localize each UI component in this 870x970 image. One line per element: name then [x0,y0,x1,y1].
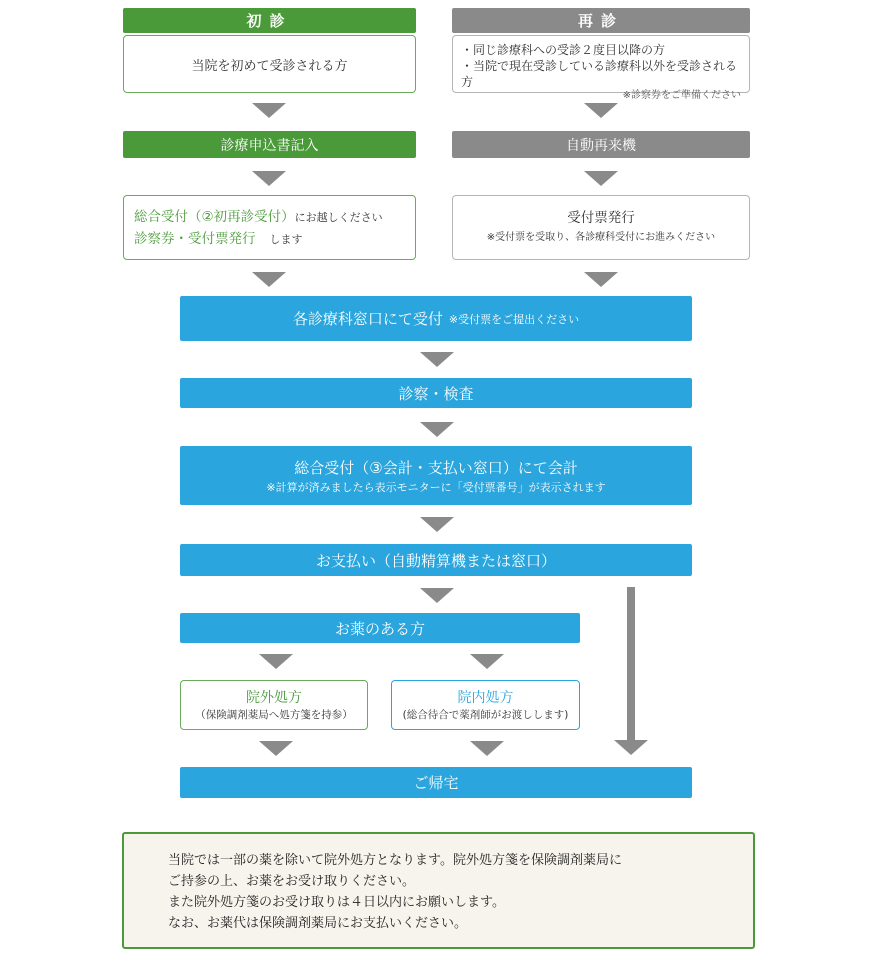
first-visit-header: 初診 [123,8,416,33]
billing-step [180,446,692,505]
payment-step: お支払い（自動精算機または窓口） [180,544,692,576]
inside-prescription-title: 院内処方 [457,690,514,706]
outside-prescription-title: 院外処方 [246,690,302,706]
department-reception-step [180,296,692,341]
application-form-step: 診療申込書記入 [123,131,416,158]
reception-line2-strong: 診察券・受付票発行 [134,231,256,247]
skip-arrow-shaft [627,587,635,742]
inside-prescription-box [391,680,580,730]
return-visit-description [452,35,750,101]
outside-prescription-note: （保険調剤薬局へ処方箋を持参） [195,709,353,721]
billing-label: 総合受付（③会計・支払い窓口）にて会計 [294,458,578,477]
department-reception-note: ※受付票をご提出ください [448,312,580,326]
arrow-down-icon [252,272,286,287]
arrow-down-icon [420,517,454,532]
arrow-down-icon [420,422,454,437]
return-desc-note: ※診察券をご準備ください [622,90,741,101]
exam-step: 診察・検査 [180,378,692,408]
first-visit-description-text: 当院を初めて受診される方 [191,58,348,74]
arrow-down-icon [259,741,293,756]
reception-line1-strong: 総合受付（②初再診受付） [134,209,295,225]
ticket-issue-note: ※受付票を受取り、各診療科受付にお進みください [486,232,716,243]
arrow-down-icon [252,171,286,186]
notice-line2: ご持参の上、お薬をお受け取りください。 [168,874,416,889]
arrow-down-icon [470,741,504,756]
notice-line1: 当院では一部の薬を除いて院外処方となります。院外処方箋を保険調剤薬局に [168,853,622,868]
billing-note: ※計算が済みましたら表示モニターに「受付票番号」が表示されます [266,480,606,494]
arrow-down-icon [470,654,504,669]
ticket-issue-box [452,195,750,260]
skip-arrow-down-icon [614,740,648,755]
department-reception-label: 各診療科窓口にて受付 [292,310,443,328]
reception-line2-rest: します [269,233,303,246]
outside-prescription-box [180,680,368,730]
return-desc-line2: ・当院で現在受診している診療科以外を受診される方 [461,59,738,89]
medicine-step: お薬のある方 [180,613,580,643]
general-reception-box [123,195,416,260]
ticket-issue-title: 受付票発行 [567,210,635,226]
first-visit-description [123,35,416,93]
auto-reentry-machine-step: 自動再来機 [452,131,750,158]
arrow-down-icon [252,103,286,118]
notice-box [122,832,755,949]
reception-line1-rest: にお越しください [294,211,383,224]
arrow-down-icon [584,272,618,287]
arrow-down-icon [584,103,618,118]
go-home-step: ご帰宅 [180,767,692,798]
arrow-down-icon [420,352,454,367]
notice-line3: また院外処方箋のお受け取りは４日以内にお願いします。 [168,895,505,910]
notice-line4: なお、お薬代は保険調剤薬局にお支払いください。 [168,916,468,931]
inside-prescription-note: (総合待合で薬剤師がお渡しします) [402,709,569,721]
arrow-down-icon [259,654,293,669]
return-desc-line1: ・同じ診療科への受診２度目以降の方 [461,43,666,57]
arrow-down-icon [420,588,454,603]
arrow-down-icon [584,171,618,186]
return-visit-header: 再診 [452,8,750,33]
